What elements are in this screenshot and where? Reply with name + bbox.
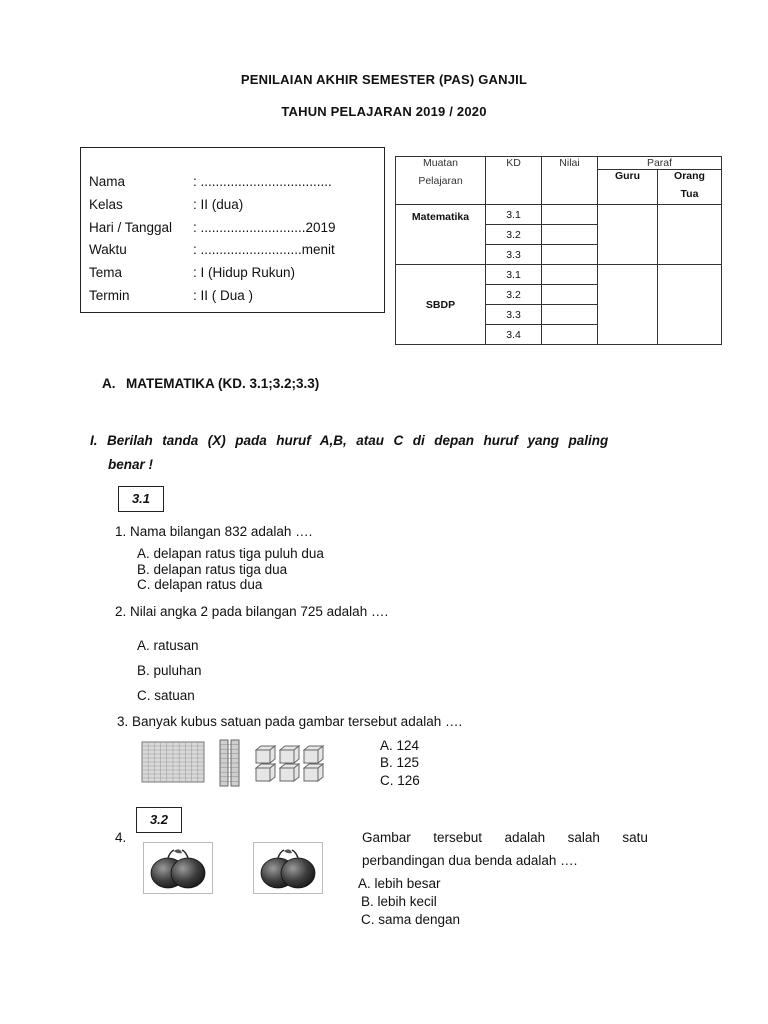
question-2: 2. Nilai angka 2 pada bilangan 725 adalah …. [115,604,389,619]
instruction-line2: benar ! [108,457,154,472]
nilai-cell[interactable] [542,305,598,325]
question-4-text-line2: perbandingan dua benda adalah …. [362,853,578,868]
nilai-cell[interactable] [542,285,598,305]
option-3b[interactable]: B. 125 [380,755,420,770]
tens-rods [220,740,239,786]
identity-row-tema: Tema : I (Hidup Rukun) [89,265,296,280]
kd-cell: 3.1 [486,265,542,285]
option-1a[interactable]: A. delapan ratus tiga puluh dua [137,546,324,561]
nilai-cell[interactable] [542,205,598,225]
option-4c[interactable]: C. sama dengan [361,912,461,927]
kd-cell: 3.1 [486,205,542,225]
header-kd: KD [486,157,542,205]
kd-label-box: 3.2 [136,807,182,833]
unit-cubes [256,746,323,781]
paraf-orang-tua-cell[interactable] [658,265,722,345]
kd-cell: 3.4 [486,325,542,345]
paraf-orang-tua-cell[interactable] [658,205,722,265]
section-a-marker: A. [102,376,116,391]
header-orang-tua: Orang Tua [658,170,722,205]
header-guru: Guru [598,170,658,205]
identity-row-kelas: Kelas : II (dua) [89,197,244,212]
nilai-cell[interactable] [542,245,598,265]
question-4-text-line1: Gambar tersebut adalah salah satu [362,830,648,845]
hundred-flat [142,742,204,782]
nilai-cell[interactable] [542,225,598,245]
header-muatan-pelajaran: Muatan Pelajaran [396,157,486,205]
kd-cell: 3.2 [486,225,542,245]
kd-cell: 3.2 [486,285,542,305]
page-subtitle: TAHUN PELAJARAN 2019 / 2020 [281,104,487,119]
base-ten-blocks-icon [140,738,330,790]
identity-row-termin: Termin : II ( Dua ) [89,288,254,303]
paraf-guru-cell[interactable] [598,265,658,345]
header-paraf: Paraf [598,157,722,170]
option-1b[interactable]: B. delapan ratus tiga dua [137,562,288,577]
option-4b[interactable]: B. lebih kecil [361,894,437,909]
question-1: 1. Nama bilangan 832 adalah …. [115,524,313,539]
apples-icon [144,843,212,893]
kd-label-box: 3.1 [118,486,164,512]
subject-matematika: Matematika [396,205,486,265]
page-title: PENILAIAN AKHIR SEMESTER (PAS) GANJIL [240,72,528,87]
question-4-number: 4. [115,830,127,845]
subject-sbdp: SBDP [396,265,486,345]
option-2a[interactable]: A. ratusan [137,638,199,653]
option-3c[interactable]: C. 126 [380,773,420,788]
paraf-guru-cell[interactable] [598,205,658,265]
section-a-title: MATEMATIKA (KD. 3.1;3.2;3.3) [126,376,320,391]
option-2c[interactable]: C. satuan [137,688,195,703]
identity-row-waktu: Waktu : ...........................menit [89,242,335,257]
option-1c[interactable]: C. delapan ratus dua [137,577,263,592]
kd-cell: 3.3 [486,305,542,325]
score-table [395,156,722,345]
option-2b[interactable]: B. puluhan [137,663,202,678]
identity-row-nama: Nama : ................................... [89,174,332,189]
apples-image-left [143,842,213,894]
option-4a[interactable]: A. lebih besar [358,876,441,891]
question-3: 3. Banyak kubus satuan pada gambar tersebut adalah …. [117,714,463,729]
apples-image-right [253,842,323,894]
option-3a[interactable]: A. 124 [380,738,420,753]
nilai-cell[interactable] [542,325,598,345]
student-identity-box [80,147,385,313]
identity-row-tanggal: Hari / Tanggal : ............................2019 [89,220,336,235]
apples-icon [254,843,322,893]
instruction-line1: I. Berilah tanda (X) pada huruf A,B, atau C di depan huruf yang paling [90,433,609,448]
nilai-cell[interactable] [542,265,598,285]
kd-cell: 3.3 [486,245,542,265]
header-nilai: Nilai [542,157,598,205]
